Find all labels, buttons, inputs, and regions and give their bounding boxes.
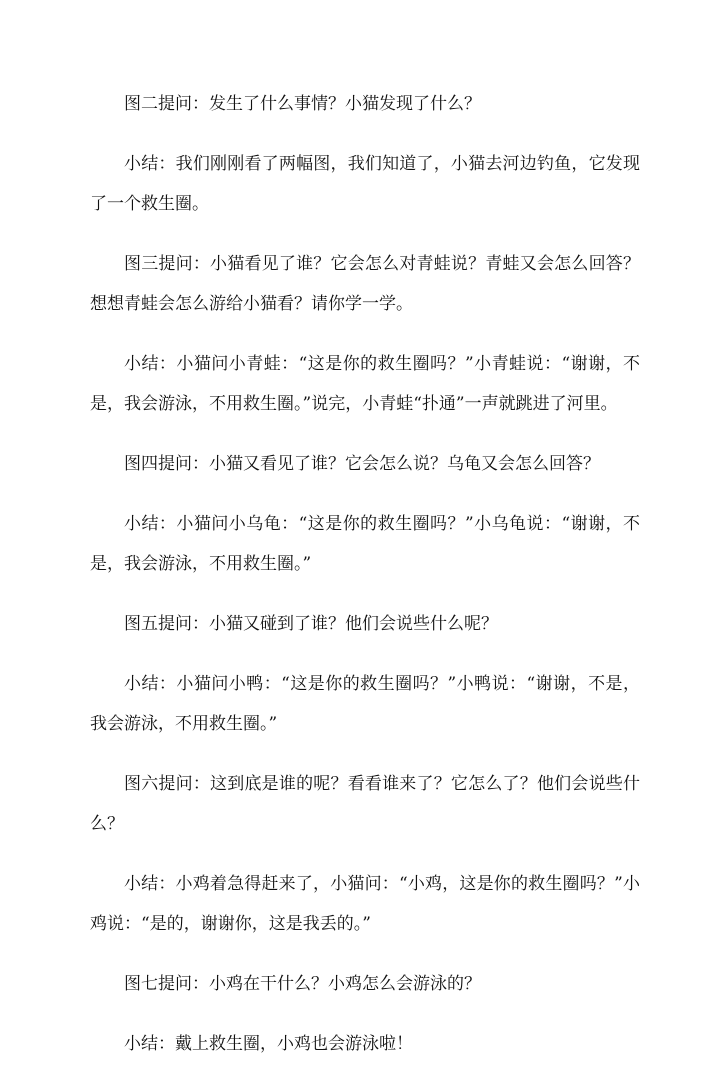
paragraph-figure2-question: 图二提问：发生了什么事情？小猫发现了什么？ [124, 94, 481, 114]
paragraph-figure5-summary: 小结：小猫问小鸭：“这是你的救生圈吗？”小鸭说：“谢谢，不是，我会游泳，不用救生圈。” [90, 674, 640, 734]
paragraph-figure7-summary: 小结：戴上救生圈，小鸡也会游泳啦！ [124, 1034, 413, 1054]
paragraph-figure4-question: 图四提问：小猫又看见了谁？它会怎么说？乌龟又会怎么回答？ [124, 454, 600, 474]
paragraph-figure7-question: 图七提问：小鸡在干什么？小鸡怎么会游泳的？ [124, 974, 481, 994]
document-body [90, 84, 640, 1084]
paragraph-figure2-summary: 小结：我们刚刚看了两幅图，我们知道了，小猫去河边钓鱼，它发现了一个救生圈。 [90, 154, 640, 214]
paragraph-figure4-summary: 小结：小猫问小乌龟：“这是你的救生圈吗？”小乌龟说：“谢谢，不是，我会游泳，不用救生圈。” [90, 514, 640, 574]
paragraph-figure6-summary: 小结：小鸡着急得赶来了，小猫问：“小鸡，这是你的救生圈吗？”小鸡说：“是的，谢谢你，这是我丢的。” [90, 874, 640, 934]
paragraph-figure6-question: 图六提问：这到底是谁的呢？看看谁来了？它怎么了？他们会说些什么？ [90, 774, 640, 834]
paragraph-figure5-question: 图五提问：小猫又碰到了谁？他们会说些什么呢？ [124, 614, 498, 634]
paragraph-figure3-question: 图三提问：小猫看见了谁？它会怎么对青蛙说？青蛙又会怎么回答？想想青蛙会怎么游给小猫看？请你学一学。 [90, 254, 640, 314]
paragraph-figure3-summary: 小结：小猫问小青蛙：“这是你的救生圈吗？”小青蛙说：“谢谢，不是，我会游泳，不用救生圈。”说完，小青蛙“扑通”一声就跳进了河里。 [90, 354, 640, 414]
